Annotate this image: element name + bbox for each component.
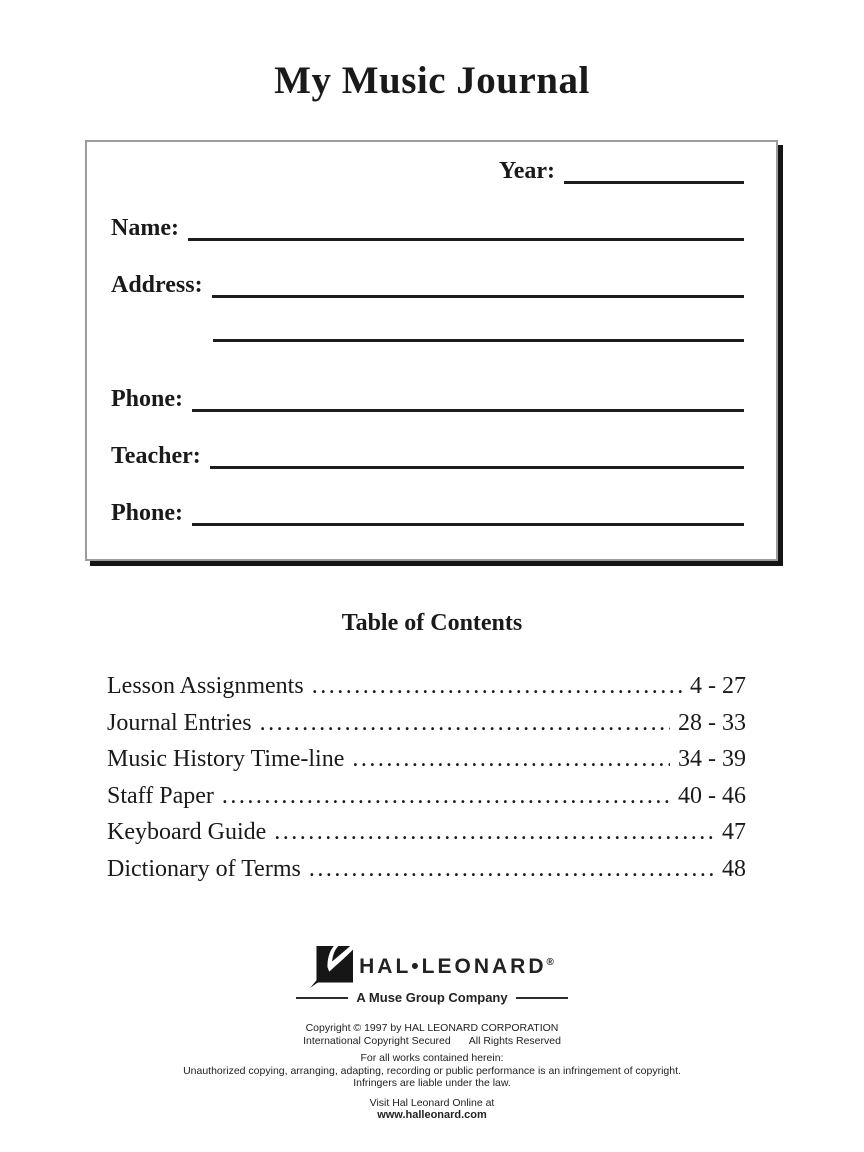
copyright-secured: International Copyright Secured: [303, 1034, 451, 1047]
year-fill-line: [564, 178, 744, 184]
address-fill-line-2: [213, 336, 744, 342]
name-fill-line: [188, 235, 744, 241]
toc-entry-staff-paper: [107, 783, 746, 820]
toc-page-range: 34 - 39: [678, 746, 746, 772]
toc-dot-leader: [312, 673, 682, 700]
brand-tagline: A Muse Group Company: [356, 990, 508, 1005]
address-fill-line: [212, 292, 744, 298]
toc-heading: Table of Contents: [341, 610, 523, 636]
toc-page-range: 47: [722, 819, 746, 845]
toc-page-range: 4 - 27: [690, 673, 746, 699]
brand-name: [359, 955, 554, 979]
publisher-block: [0, 946, 864, 1005]
table-of-contents: [107, 673, 746, 892]
toc-page-range: 28 - 33: [678, 709, 746, 736]
legal-line-1: For all works contained herein:: [360, 1052, 504, 1064]
address-label: Address:: [111, 272, 203, 298]
toc-page-range: 40 - 46: [678, 782, 746, 809]
copyright-line: Copyright © 1997 by HAL LEONARD CORPORATION: [305, 1022, 559, 1034]
toc-entry-title: Staff Paper: [107, 782, 214, 809]
phone-label: Phone:: [111, 386, 183, 412]
legal-line-3: Infringers are liable under the law.: [353, 1077, 511, 1089]
toc-dot-leader: [274, 819, 714, 846]
legal-notice-group: [0, 1052, 864, 1090]
toc-entry-music-history-timeline: [107, 746, 746, 783]
toc-entry-title: Keyboard Guide: [107, 819, 267, 845]
toc-dot-leader: [352, 746, 670, 773]
registered-trademark-symbol: ®: [546, 957, 554, 968]
year-row: [111, 158, 744, 184]
hal-leonard-mark-icon: [310, 946, 354, 988]
year-label: Year:: [499, 158, 555, 184]
page-title: My Music Journal: [274, 59, 590, 102]
rights-reserved: All Rights Reserved: [468, 1034, 561, 1047]
phone-fill-line: [192, 406, 744, 412]
toc-entry-title: Journal Entries: [107, 709, 252, 736]
teacher-row: [111, 443, 744, 469]
teacher-label: Teacher:: [111, 443, 201, 469]
copyright-secured-line: [0, 1035, 864, 1048]
teacher-phone-fill-line: [192, 520, 744, 526]
toc-dot-leader: [260, 710, 670, 737]
hal-leonard-logo: [310, 946, 554, 988]
phone-row: [111, 386, 744, 412]
toc-entry-title: Lesson Assignments: [107, 673, 304, 699]
brand-tagline-row: [296, 990, 568, 1005]
toc-entry-title: Dictionary of Terms: [107, 855, 301, 882]
teacher-phone-label: Phone:: [111, 500, 183, 526]
toc-entry-dictionary-of-terms: [107, 856, 746, 893]
tagline-rule-left: [296, 997, 348, 999]
toc-entry-keyboard-guide: [107, 819, 746, 856]
address-row-2: [204, 336, 744, 342]
copyright-group: [0, 1022, 864, 1047]
name-label: Name:: [111, 215, 179, 241]
toc-entry-lesson-assignments: [107, 673, 746, 710]
website-url: www.halleonard.com: [377, 1109, 487, 1121]
visit-online-line: Visit Hal Leonard Online at: [369, 1096, 495, 1109]
toc-entry-journal-entries: [107, 710, 746, 747]
teacher-phone-row: [111, 500, 744, 526]
toc-page-range: 48: [722, 855, 746, 882]
owner-info-box: [85, 140, 778, 561]
tagline-rule-right: [516, 997, 568, 999]
toc-entry-title: Music History Time-line: [107, 746, 345, 772]
legal-line-2: Unauthorized copying, arranging, adapting, recording or public performance is an infringement of copyright.: [183, 1064, 681, 1077]
toc-dot-leader: [309, 856, 714, 883]
toc-dot-leader: [222, 783, 670, 810]
online-info-group: [0, 1097, 864, 1122]
teacher-fill-line: [210, 463, 744, 469]
name-row: [111, 215, 744, 241]
address-row: [111, 272, 744, 298]
copyright-block: [0, 1022, 864, 1122]
brand-wordmark: HAL•LEONARD: [359, 955, 547, 978]
